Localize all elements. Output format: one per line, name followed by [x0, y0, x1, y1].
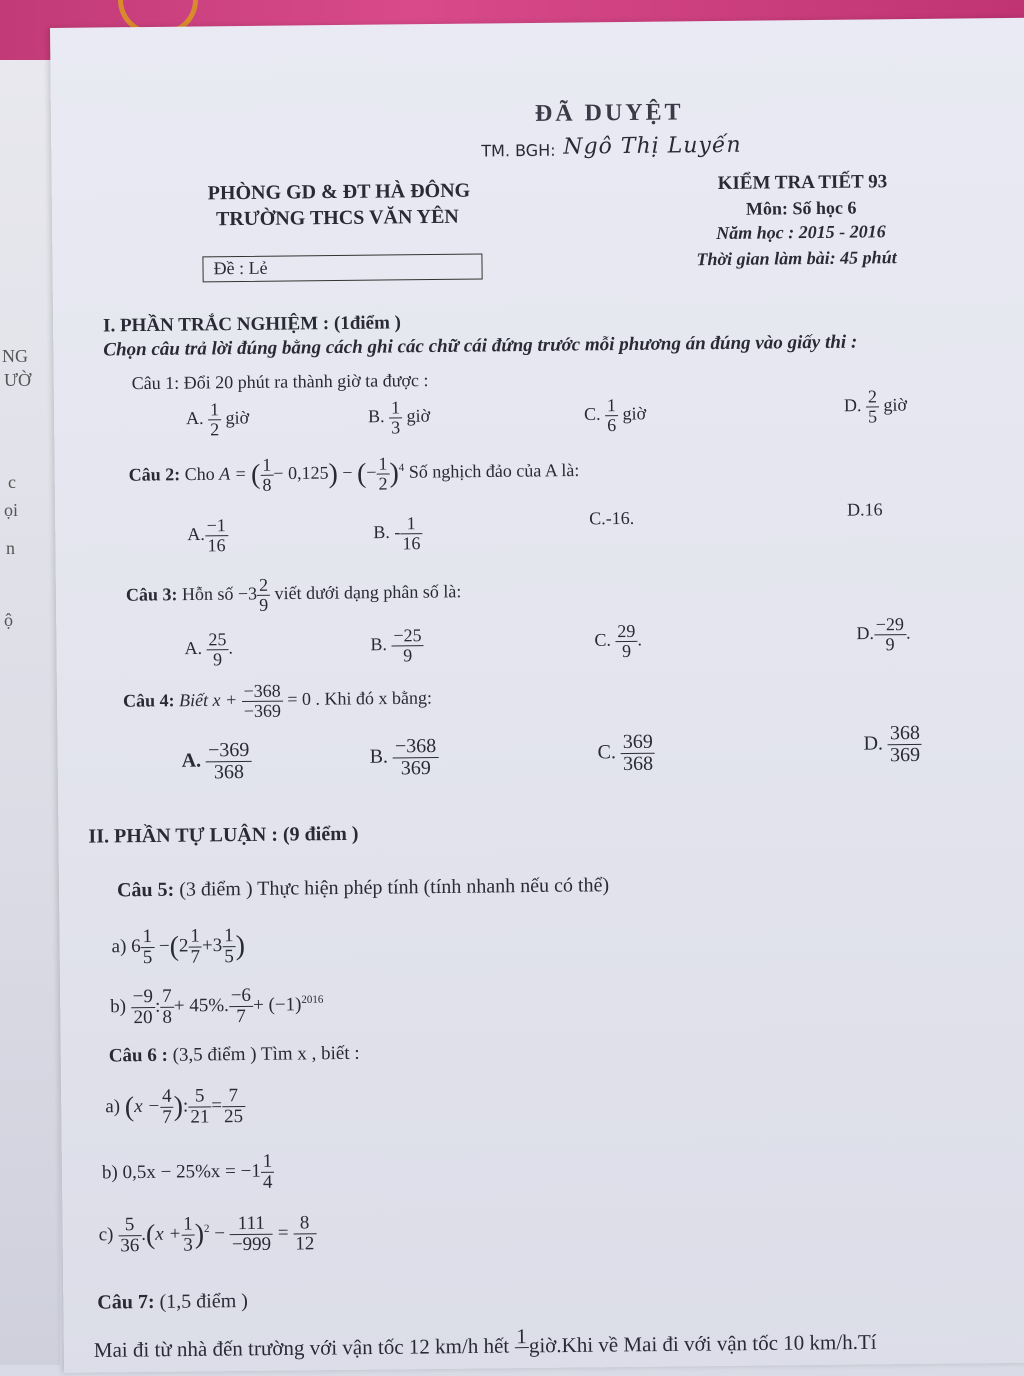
numerator: 25	[206, 630, 228, 650]
fraction	[160, 987, 174, 1028]
part2-title: II. PHẦN TỰ LUẬN : (9 điểm )	[88, 822, 359, 848]
fraction	[206, 740, 252, 783]
fraction	[888, 723, 922, 766]
q3-label: Câu 3:	[125, 584, 178, 605]
term: − 0,125	[273, 462, 329, 484]
q7-line: Mai đi từ nhà đến trường với vận tốc 12 km/h hết	[93, 1333, 510, 1362]
fraction	[400, 514, 422, 553]
q4-option-d	[863, 723, 922, 767]
denominator: 16	[207, 535, 226, 556]
denominator: 368	[213, 761, 245, 784]
fraction	[222, 1086, 245, 1127]
fraction	[241, 682, 283, 721]
numerator: −6	[229, 986, 253, 1007]
q2-stem	[128, 452, 579, 495]
denominator: 9	[621, 640, 632, 661]
fraction	[874, 615, 907, 654]
denominator: 25	[223, 1105, 244, 1128]
option-letter: A.	[181, 749, 202, 772]
denominator: 7	[190, 946, 201, 968]
q2-label: Câu 2:	[128, 464, 181, 485]
paren: (	[169, 931, 180, 963]
school-name: TRƯỜNG THCS VĂN YÊN	[215, 205, 459, 231]
option-letter: C.	[583, 403, 601, 424]
operator: −	[214, 1223, 226, 1245]
option-letter: B. -	[373, 521, 401, 543]
numerator: 1	[261, 1152, 275, 1173]
fraction	[514, 1325, 529, 1370]
option-letter: C.	[594, 629, 612, 650]
denominator: 2	[378, 473, 388, 494]
numerator: 1	[400, 514, 422, 534]
numerator: 7	[160, 987, 174, 1008]
q4-option-a	[181, 740, 251, 784]
numerator: 1	[605, 396, 618, 416]
denominator: 7	[162, 1106, 172, 1128]
numerator: 29	[615, 622, 637, 642]
numerator: −29	[874, 615, 906, 635]
numerator: −1	[205, 516, 228, 536]
fraction	[160, 1087, 174, 1128]
numerator: −9	[131, 987, 155, 1008]
school-year: Năm học : 2015 - 2016	[716, 221, 886, 244]
fraction	[393, 736, 439, 779]
denominator	[514, 1348, 529, 1370]
unit: giờ	[225, 407, 250, 428]
numerator: 8	[293, 1213, 316, 1234]
fraction	[206, 630, 228, 669]
fraction	[181, 1215, 195, 1256]
q5-label: Câu 5:	[116, 878, 175, 902]
fraction	[615, 622, 637, 661]
fraction	[140, 927, 154, 968]
q2-cho: Cho	[184, 463, 215, 485]
operator: +	[201, 935, 213, 957]
dept-name: PHÒNG GD & ĐT HÀ ĐÔNG	[207, 179, 471, 205]
item-label: a)	[105, 1096, 121, 1118]
denominator: 12	[295, 1233, 315, 1255]
q1-option-b	[368, 398, 430, 437]
edge-text: n	[6, 538, 15, 558]
tm-label: TM. BGH:	[481, 140, 556, 161]
denominator: 9	[885, 634, 895, 655]
unit: giờ	[883, 394, 908, 415]
fraction	[230, 1214, 274, 1255]
fraction	[621, 732, 655, 775]
numerator: 1	[181, 1215, 195, 1236]
fraction	[208, 400, 221, 439]
q2-option-d: D.16	[846, 499, 883, 520]
exam-paper	[50, 18, 1024, 1373]
q5-text: (3 điểm ) Thực hiện phép tính (tính nhanh nếu có thể)	[179, 874, 610, 901]
q5-part-a	[111, 926, 245, 968]
option-letter: D.	[856, 622, 874, 644]
numerator: 7	[222, 1086, 245, 1107]
var-a: A =	[219, 463, 247, 484]
operator: :	[182, 1095, 189, 1117]
q7-text: (1,5 điểm )	[159, 1289, 249, 1313]
paren: (	[250, 459, 261, 491]
paren: (	[124, 1091, 135, 1123]
paren: (	[356, 458, 367, 490]
denominator: 21	[190, 1106, 210, 1128]
fraction	[376, 454, 389, 493]
denominator: 368	[622, 752, 654, 776]
fraction	[391, 626, 424, 665]
denominator: 6	[607, 414, 617, 436]
numerator: −368	[393, 736, 439, 758]
term: 0,5x − 25%x = −1	[122, 1160, 261, 1184]
denominator: 4	[262, 1171, 273, 1193]
fraction	[605, 396, 618, 435]
q6-part-a	[105, 1086, 245, 1128]
q6-text: (3,5 điểm ) Tìm x , biết :	[172, 1042, 360, 1066]
q7-label: Câu 7:	[97, 1290, 155, 1314]
q7-line: giờ.Khi về Mai đi với vận tốc 10 km/h.Tí	[528, 1329, 877, 1358]
option-letter: B.	[369, 745, 389, 768]
paren: )	[235, 930, 246, 962]
operator: + 45%.	[173, 994, 229, 1017]
whole-part: 6	[131, 935, 141, 957]
q3-option-c: C. $\frac{29}{9}$ .	[594, 620, 643, 661]
q6-label: Câu 6 :	[108, 1044, 168, 1067]
exponent: 4	[398, 461, 405, 474]
q7-stem	[97, 1290, 248, 1315]
q5-part-b	[110, 985, 324, 1028]
denominator: −999	[231, 1233, 272, 1256]
fraction	[257, 576, 270, 615]
option-letter: A.	[184, 637, 203, 659]
q3-text: Hỗn số	[181, 583, 234, 605]
part1-title: I. PHẦN TRẮC NGHIỆM : (1điểm )	[103, 312, 402, 337]
operator: =	[277, 1222, 289, 1244]
whole-part: 2	[178, 935, 189, 957]
denominator: 9	[259, 594, 269, 615]
denominator: 3	[183, 1234, 193, 1256]
numerator: −368	[241, 682, 282, 702]
option-letter: A.	[185, 407, 204, 429]
fraction	[229, 986, 254, 1027]
numerator: −25	[391, 626, 423, 646]
whole-part: −3	[237, 583, 258, 604]
q4-option-c	[597, 732, 655, 776]
part1-instruction: Chọn câu trả lời đúng bằng cách ghi các chữ cái đứng trước mỗi phương án đúng vào giấy thi :	[103, 331, 858, 361]
q5-stem	[117, 874, 609, 902]
operator: + (−1)	[252, 994, 302, 1016]
option-letter: D.	[843, 395, 862, 416]
operator: −	[342, 462, 353, 483]
approval-stamp: ĐÃ DUYỆT	[534, 99, 684, 127]
fraction	[866, 387, 879, 426]
q1-stem	[132, 370, 429, 394]
signature: Ngô Thị Luyến	[563, 132, 742, 160]
q4-label: Câu 4:	[122, 690, 175, 711]
fraction	[205, 516, 229, 555]
edge-text: ƯỜ	[4, 370, 31, 390]
item-label: c)	[98, 1224, 114, 1246]
q1-option-a	[186, 400, 249, 439]
denominator: 369	[400, 757, 431, 780]
fraction	[188, 1086, 211, 1127]
q1-text: Đổi 20 phút ra thành giờ ta được :	[183, 370, 429, 393]
denominator: 7	[236, 1005, 246, 1028]
denominator: 5	[142, 946, 153, 969]
fraction	[260, 456, 273, 495]
q2-option-b	[373, 514, 422, 553]
operator: −	[366, 462, 377, 483]
edge-text: c	[8, 472, 16, 492]
q7-body	[94, 1321, 877, 1374]
fraction	[293, 1213, 316, 1254]
denominator: 9	[403, 645, 413, 666]
subject: Môn: Số học 6	[745, 197, 857, 219]
q1-option-d	[844, 387, 907, 426]
edge-text: NG	[2, 346, 28, 366]
item-label: b)	[101, 1162, 118, 1184]
paren: )	[328, 458, 339, 490]
fraction	[261, 1152, 275, 1193]
numerator: 1	[140, 927, 154, 948]
q1-label: Câu 1:	[131, 372, 180, 394]
operator: :	[154, 995, 161, 1017]
paren: )	[173, 1091, 184, 1123]
denominator: 2	[210, 419, 220, 440]
numerator: 1	[376, 454, 389, 474]
de-label: Đề : Lẻ	[213, 257, 268, 279]
unit: giờ	[622, 403, 647, 424]
denominator: 369	[889, 743, 921, 767]
denominator: 5	[868, 406, 878, 427]
q6-part-c: c) $\frac{5}{36}$ .(x + $\frac{1}{3}$ )$^2$ − $\frac{111}{-999}$ = $\frac{8}{12}$	[98, 1212, 315, 1257]
numerator: 1	[208, 400, 221, 420]
background-left-paper	[0, 60, 60, 1365]
de-box	[202, 253, 482, 282]
numerator: 368	[888, 723, 922, 745]
fraction	[131, 987, 156, 1028]
denominator: 5	[224, 946, 234, 968]
option-letter: B.	[367, 406, 385, 427]
denominator: 3	[391, 417, 401, 438]
q1-option-c	[584, 396, 646, 435]
q2-option-a	[187, 516, 228, 555]
numerator: 111	[230, 1214, 273, 1235]
option-letter: B.	[370, 634, 388, 655]
unit: giờ	[406, 405, 431, 426]
exponent: 2	[203, 1222, 210, 1235]
exam-title: KIỂM TRA TIẾT 93	[717, 171, 888, 195]
paren: (	[145, 1219, 156, 1251]
denominator: 16	[402, 533, 421, 554]
item-label: b)	[110, 996, 127, 1018]
edge-text: ộ	[4, 610, 13, 630]
denominator: 20	[133, 1006, 153, 1029]
q6-part-b	[102, 1152, 275, 1195]
q3-option-d: D. $\frac{-29}{9}$ .	[856, 614, 911, 655]
q4-stem	[123, 680, 432, 722]
numerator: 5	[188, 1086, 211, 1107]
q3-text: viết dưới dạng phân số là:	[274, 581, 462, 604]
denominator: 36	[120, 1235, 140, 1257]
fraction	[118, 1215, 141, 1256]
term: x −	[134, 1095, 161, 1117]
numerator: 2	[866, 387, 879, 407]
q3-option-b	[370, 626, 424, 665]
option-letter: D.	[863, 732, 884, 755]
item-label: a)	[111, 936, 127, 958]
whole-part: 3	[212, 935, 223, 957]
denominator: 8	[262, 474, 272, 495]
operator: =	[211, 1095, 223, 1117]
denominator: 9	[213, 649, 223, 670]
exponent: 2016	[301, 993, 324, 1006]
denominator: 8	[162, 1006, 173, 1028]
fraction	[389, 398, 402, 437]
paren: )	[389, 457, 399, 489]
q2-option-c: C.-16.	[589, 507, 635, 529]
fraction	[222, 926, 236, 967]
q4-text: = 0 . Khi đó x bằng:	[287, 687, 433, 710]
term: x +	[155, 1223, 182, 1245]
fraction	[188, 926, 202, 967]
numerator: −369	[206, 740, 252, 762]
numerator: 369	[621, 732, 655, 754]
q2-text: Số nghịch đảo của A là:	[408, 459, 580, 482]
numerator: 2	[257, 576, 270, 596]
numerator: 1	[514, 1325, 529, 1348]
q3-stem	[126, 574, 462, 616]
time-allowed: Thời gian làm bài: 45 phút	[696, 247, 897, 270]
numerator: 1	[188, 926, 202, 947]
option-letter: A.	[187, 523, 205, 545]
option-letter: C.	[597, 741, 617, 764]
numerator: 4	[160, 1087, 174, 1108]
numerator: 1	[222, 926, 236, 947]
q4-option-b	[369, 736, 438, 780]
edge-text: ọi	[4, 500, 19, 520]
numerator: 1	[260, 456, 273, 476]
numerator: 5	[118, 1215, 141, 1236]
q6-stem	[109, 1043, 360, 1068]
q3-option-a: A. $\frac{25}{9}$ .	[184, 629, 234, 670]
q4-text: Biết x +	[178, 689, 238, 711]
numerator: 1	[389, 398, 402, 418]
operator: −	[158, 935, 170, 957]
paren: )	[194, 1218, 205, 1250]
denominator: −369	[243, 700, 282, 721]
